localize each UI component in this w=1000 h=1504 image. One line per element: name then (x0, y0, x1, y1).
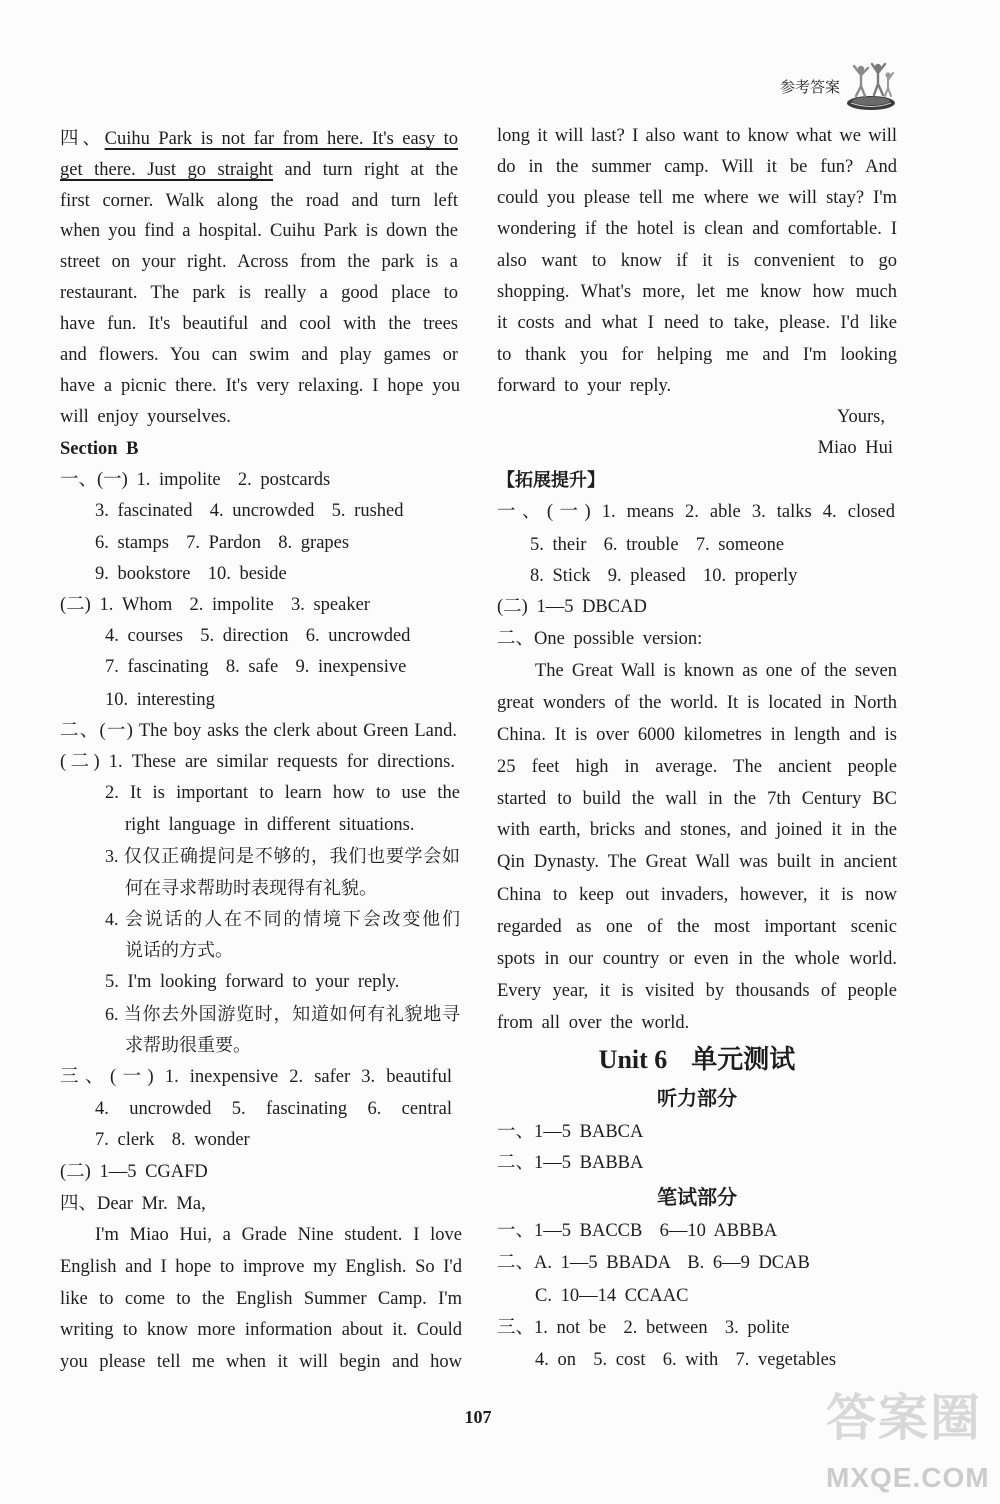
letter-line: writing to know more information about it. Could (60, 1320, 462, 1340)
passage-line: have fun. It's beautiful and cool with the trees (60, 314, 458, 334)
extension-heading: 【拓展提升】 (497, 470, 605, 490)
test-title: 单元测试 (691, 1045, 796, 1074)
listening-heading: 听力部分 (657, 1088, 737, 1110)
essay-line: China to keep out invaders, however, it is now (497, 885, 897, 905)
passage-line (60, 158, 458, 182)
translation-line: 6. 当你去外国游览时，知道如何有礼貌地寻 (105, 1004, 460, 1024)
answer-line: 2. It is important to learn how to use the (105, 783, 460, 803)
letter-line: also want to know if it is convenient to go (497, 251, 897, 271)
letter-line: to thank you for helping me and I'm looking (497, 345, 897, 365)
answer-line: 二、(一) The boy asks the clerk about Green Land. (60, 721, 457, 741)
answer-line: 4. on 5. cost 6. with 7. vegetables (535, 1350, 837, 1370)
passage-text: and turn right at the (273, 160, 458, 180)
essay-line: from all over the world. (497, 1013, 690, 1033)
answer-line: 7. fascinating 8. safe 9. inexpensive (105, 657, 407, 677)
underlined-text: get there. Just go straight (60, 160, 274, 180)
letter-line: I'm Miao Hui, a Grade Nine student. I love (95, 1225, 462, 1245)
translation-line: 求帮助很重要。 (125, 1035, 251, 1055)
letter-line: 四、Dear Mr. Ma, (60, 1194, 206, 1214)
answer-line: (二) 1. These are similar requests for directions. (60, 752, 455, 772)
passage-line: first corner. Walk along the road and turn left (60, 191, 458, 211)
passage-line: will enjoy yourselves. (60, 407, 231, 427)
letter-signature: Miao Hui (817, 438, 893, 458)
passage-line (60, 127, 458, 151)
letter-line: shopping. What's more, let me know how much (497, 282, 897, 302)
answer-line: 一、(一) 1. means 2. able 3. talks 4. closed (497, 502, 895, 522)
essay-line: regarded as one of the most important scenic (497, 917, 897, 937)
essay-line: Every year, it is visited by thousands of people (497, 981, 897, 1001)
answer-line: 一、1—5 BABCA (497, 1122, 644, 1142)
answer-line: 三、(一) 1. inexpensive 2. safer 3. beautiful (60, 1067, 452, 1087)
answer-line: 二、1—5 BABBA (497, 1153, 644, 1173)
letter-line: like to come to the English Summer Camp. I'm (60, 1289, 462, 1309)
letter-line: do in the summer camp. Will it be fun? And (497, 157, 897, 177)
answer-line: 4. courses 5. direction 6. uncrowded (105, 626, 411, 646)
watermark-site: MXQE.COM (826, 1462, 990, 1493)
letter-line: you please tell me when it will begin and how (60, 1352, 462, 1372)
passage-line: when you find a hospital. Cuihu Park is down the (60, 221, 458, 241)
answer-line: (二) 1—5 CGAFD (60, 1162, 208, 1182)
written-heading: 笔试部分 (657, 1187, 737, 1209)
section-heading: Section B (60, 439, 139, 459)
answer-line: C. 10—14 CCAAC (535, 1286, 689, 1306)
essay-line: great wonders of the world. It is located in North (497, 693, 897, 713)
letter-line: long it will last? I also want to know what we will (497, 126, 897, 146)
answer-line: 一、(一) 1. impolite 2. postcards (60, 470, 331, 490)
letter-line: could you please tell me where we will stay? I'm (497, 188, 897, 208)
answer-line: 6. stamps 7. Pardon 8. grapes (95, 533, 350, 553)
letter-line: it costs and what I need to take, please. I'd like (497, 313, 897, 333)
answer-line: 二、One possible version: (497, 629, 703, 649)
letter-line: English and I hope to improve my English. So I'd (60, 1257, 462, 1277)
essay-line: 25 feet high in average. The ancient people (497, 757, 897, 777)
essay-line: with earth, bricks and stones, and joined it in the (497, 820, 897, 840)
essay-line: The Great Wall is known as one of the seven (535, 661, 897, 681)
answer-line: 二、A. 1—5 BBADA B. 6—9 DCAB (497, 1253, 810, 1273)
cheering-figures-logo (845, 60, 897, 112)
answer-line: 4. uncrowded 5. fascinating 6. central (95, 1099, 452, 1119)
page-number: 107 (464, 1407, 492, 1427)
answer-line: (二) 1—5 DBCAD (497, 597, 647, 617)
answer-line: 10. interesting (105, 690, 215, 710)
answer-line: 三、1. not be 2. between 3. polite (497, 1318, 790, 1338)
essay-line: spots in our country or even in the whole world. (497, 949, 897, 969)
underlined-text: Cuihu Park is not far from here. It's easy to (104, 129, 458, 149)
answer-line: 5. I'm looking forward to your reply. (105, 972, 400, 992)
passage-line: street on your right. Across from the park is a (60, 252, 458, 272)
question-number: 四、 (60, 129, 105, 149)
answer-line: 5. their 6. trouble 7. someone (530, 535, 785, 555)
unit-label: Unit 6 (598, 1045, 668, 1074)
translation-line: 说话的方式。 (125, 940, 233, 960)
answer-line: 一、1—5 BACCB 6—10 ABBBA (497, 1221, 778, 1241)
watermark-logo: 答案圈 (826, 1389, 982, 1447)
unit-test-title (497, 1044, 897, 1076)
essay-line: Qin Dynasty. The Great Wall was built in ancient (497, 852, 897, 872)
answer-line: right language in different situations. (125, 815, 415, 835)
letter-closing: Yours, (837, 407, 885, 427)
translation-line: 3. 仅仅正确提问是不够的，我们也要学会如 (105, 846, 460, 866)
answer-line: (二) 1. Whom 2. impolite 3. speaker (60, 595, 370, 615)
translation-line: 4. 会说话的人在不同的情境下会改变他们 (105, 909, 460, 929)
answer-line: 8. Stick 9. pleased 10. properly (530, 566, 798, 586)
answer-line: 7. clerk 8. wonder (95, 1130, 250, 1150)
translation-line: 何在寻求帮助时表现得有礼貌。 (125, 878, 377, 898)
answer-line: 3. fascinated 4. uncrowded 5. rushed (95, 501, 404, 521)
essay-line: China. It is over 6000 kilometres in length and is (497, 725, 897, 745)
essay-line: started to build the wall in the 7th Century BC (497, 789, 897, 809)
passage-line: restaurant. The park is really a good place to (60, 283, 458, 303)
answer-line: 9. bookstore 10. beside (95, 564, 287, 584)
header-section-title: 参考答案 (780, 78, 841, 96)
passage-line: have a picnic there. It's very relaxing. I hope you (60, 376, 460, 396)
letter-line: wondering if the hotel is clean and comfortable. I (497, 219, 897, 239)
passage-line: and flowers. You can swim and play games or (60, 345, 458, 365)
letter-line: forward to your reply. (497, 376, 672, 396)
